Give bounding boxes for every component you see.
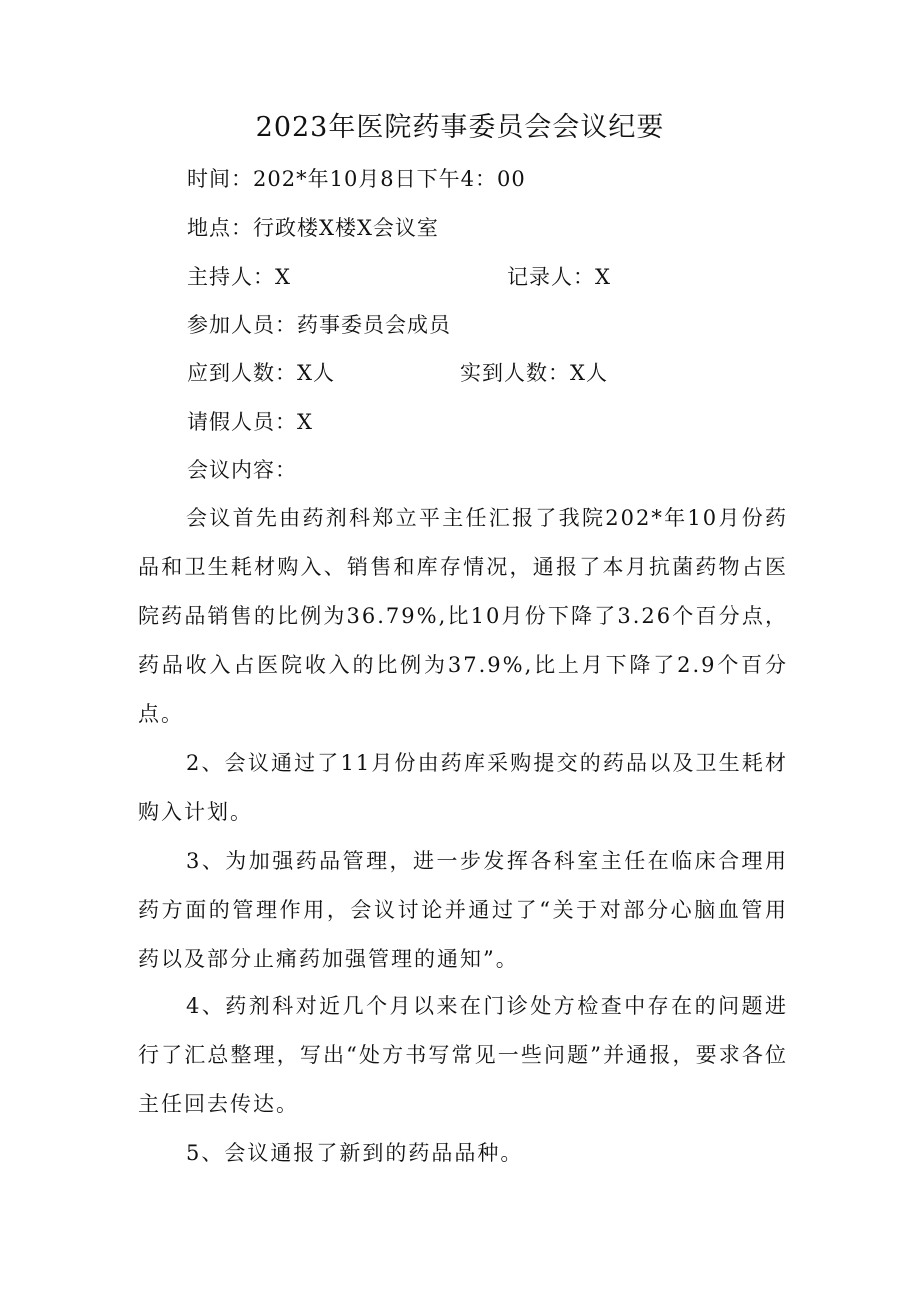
meeting-host: 主持人：X <box>187 265 291 289</box>
actual-count: 实到人数：X人 <box>460 361 608 385</box>
meeting-location: 地点：行政楼X楼X会议室 <box>187 216 439 240</box>
paragraph-3: 3、为加强药品管理，进一步发挥各科室主任在临床合理用药方面的管理作用，会议讨论并通过了“关于对部分心脑血管用药以及部分止痛药加强管理的通知”。 <box>138 849 788 971</box>
meeting-time: 时间：202*年10月8日下午4：00 <box>187 167 526 191</box>
paragraph-4: 4、药剂科对近几个月以来在门诊处方检查中存在的问题进行了汇总整理，写出“处方书写常见一些问题”并通报，要求各位主任回去传达。 <box>138 994 788 1116</box>
document-title: 2023年医院药事委员会会议纪要 <box>255 112 665 143</box>
absent-members: 请假人员：X <box>187 410 313 434</box>
content-heading: 会议内容： <box>187 458 297 482</box>
paragraph-5: 5、会议通报了新到的药品品种。 <box>186 1141 524 1165</box>
expected-count: 应到人数：X人 <box>187 361 335 385</box>
meeting-attendees: 参加人员：药事委员会成员 <box>187 313 451 337</box>
paragraph-1: 会议首先由药剂科郑立平主任汇报了我院202*年10月份药品和卫生耗材购入、销售和库存情况，通报了本月抗菌药物占医院药品销售的比例为36.79%,比10月份下降了3.26个百分点，药品收入占医院收入的比例为37.9%,比上月下降了2.9个百分点。 <box>138 506 788 726</box>
paragraph-2: 2、会议通过了11月份由药库采购提交的药品以及卫生耗材购入计划。 <box>138 751 788 824</box>
meeting-recorder: 记录人：X <box>507 265 611 289</box>
